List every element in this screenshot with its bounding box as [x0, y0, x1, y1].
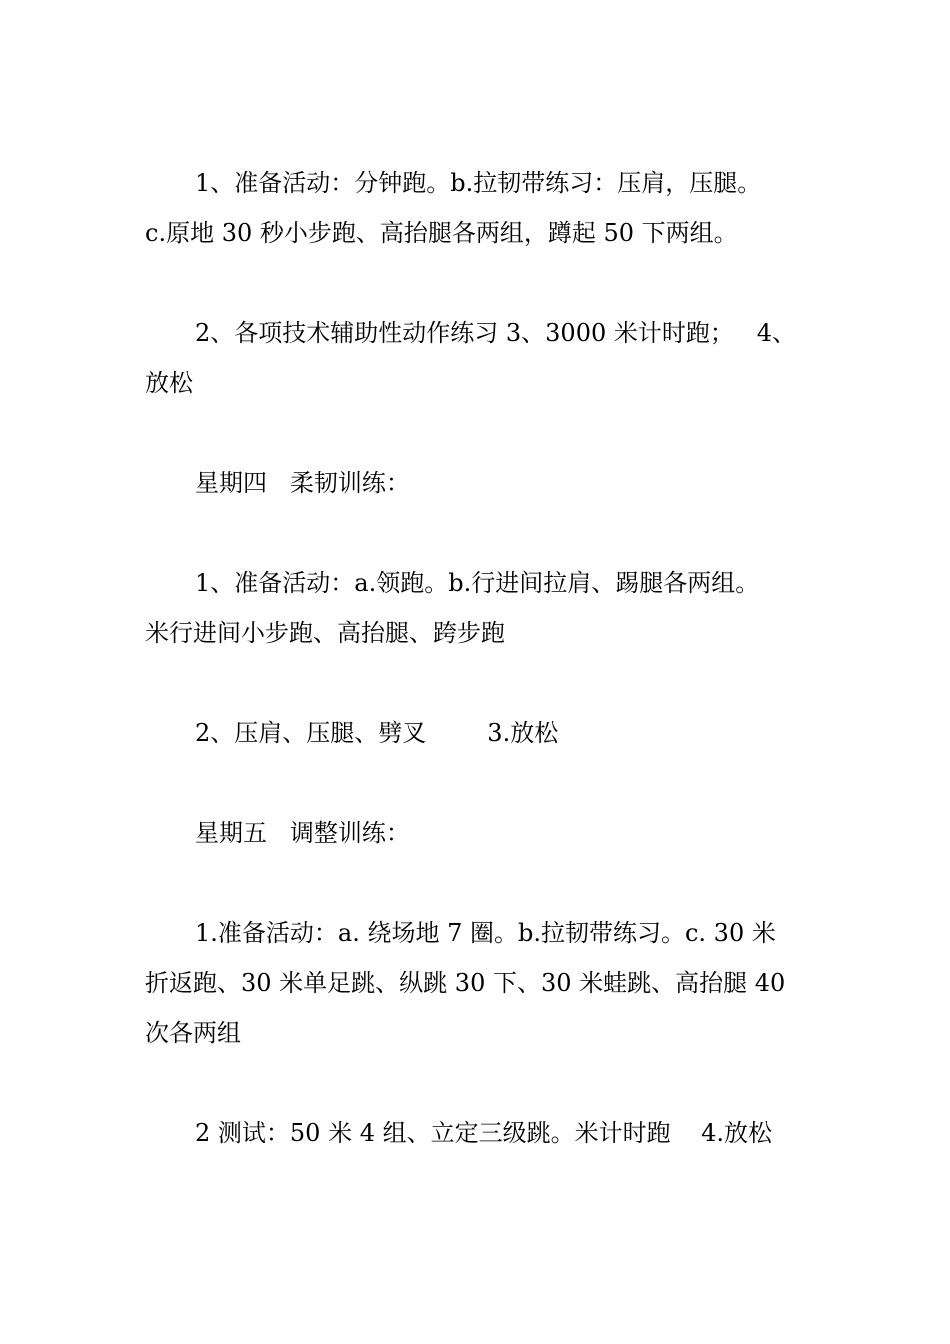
text-line: 2、各项技术辅助性动作练习 3、3000 米计时跑； 4、 — [195, 319, 797, 347]
text-line: 次各两组 — [145, 1019, 241, 1047]
text-line: c.原地 30 秒小步跑、高抬腿各两组，蹲起 50 下两组。 — [145, 219, 738, 247]
text-line: 2 测试：50 米 4 组、立定三级跳。米计时跑 4.放松 — [195, 1119, 773, 1147]
paragraph-stretching — [145, 708, 810, 758]
text-line: 1.准备活动：a. 绕场地 7 圈。b.拉韧带练习。c. 30 米 — [195, 919, 776, 947]
paragraph-technique-drills — [145, 308, 810, 408]
text-line: 放松 — [145, 369, 193, 397]
text-line: 2、压肩、压腿、劈叉 3.放松 — [195, 719, 559, 747]
text-line: 米行进间小步跑、高抬腿、跨步跑 — [145, 619, 505, 647]
heading-friday-adjustment: 星期五 调整训练： — [195, 819, 410, 847]
heading-thursday-flexibility: 星期四 柔韧训练： — [195, 469, 410, 497]
paragraph-testing — [145, 1108, 810, 1158]
paragraph-warmup-friday — [145, 908, 810, 1058]
text-line: 折返跑、30 米单足跳、纵跳 30 下、30 米蛙跳、高抬腿 40 — [145, 969, 786, 997]
paragraph-warmup-thursday — [145, 558, 810, 658]
text-line: 1、准备活动：a.领跑。b.行进间拉肩、踢腿各两组。 — [195, 569, 760, 597]
paragraph-warmup-wednesday — [145, 158, 810, 258]
text-line: 1、准备活动：分钟跑。b.拉韧带练习：压肩，压腿。 — [195, 169, 762, 197]
